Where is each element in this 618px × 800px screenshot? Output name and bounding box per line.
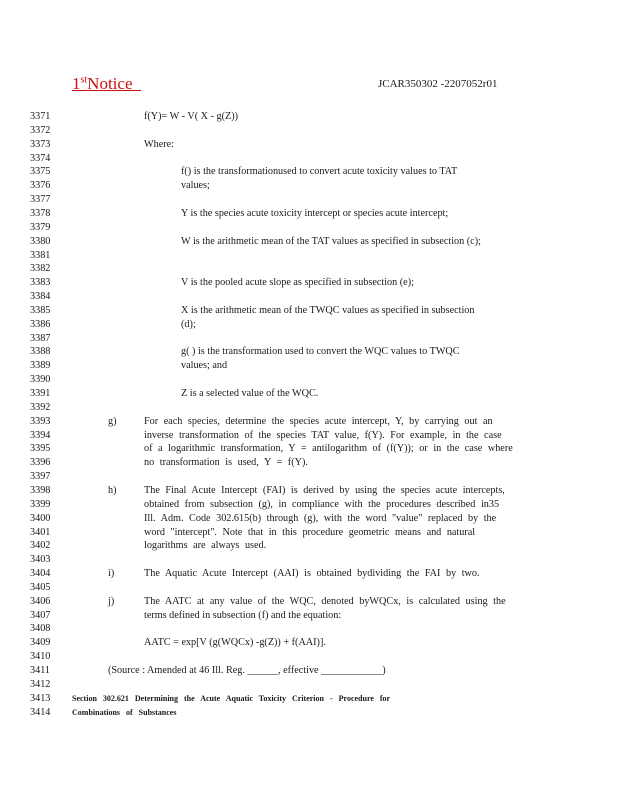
document-line [0,539,618,553]
document-line [0,622,618,636]
document-line [0,221,618,235]
line-number: 3410 [30,651,51,663]
line-number: 3384 [30,291,51,303]
document-line [0,650,618,664]
document-line [0,498,618,512]
line-text: terms defined in subsection (f) and the equation: [144,609,342,621]
document-line [0,193,618,207]
line-text: values; [181,180,210,192]
line-number: 3394 [30,429,51,441]
line-number: 3391 [30,388,51,399]
line-text: V is the pooled acute slope as specified in subsection (e); [181,277,414,289]
line-number: 3389 [30,360,51,372]
line-text: (Source : Amended at 46 Ill. Reg. ______, effective ____________) [108,665,386,676]
line-number: 3372 [30,124,51,136]
line-text: g( ) is the transformation used to convert the WQC values to TWQC [181,346,460,358]
document-line [0,387,618,401]
line-number: 3400 [30,512,51,524]
line-number: 3374 [30,152,51,164]
document-line [0,595,618,609]
line-number: 3401 [30,526,51,538]
line-number: 3390 [30,374,51,386]
line-number: 3395 [30,443,51,455]
document-line [0,636,618,650]
line-number: 3379 [30,221,51,233]
subsection-label: j) [108,595,115,607]
document-line [0,526,618,540]
line-number: 3376 [30,180,51,192]
line-number: 3371 [30,111,51,122]
line-number: 3377 [30,194,51,206]
line-number: 3409 [30,637,51,649]
subsection-label: h) [108,484,117,496]
document-line [0,664,618,678]
line-number: 3388 [30,346,51,358]
document-line [0,484,618,498]
line-text: Where: [144,138,174,150]
line-text: inverse transformation of the species TAT value, f(Y). For example, in the case [144,429,502,441]
line-number: 3392 [30,401,51,413]
section-heading-text: Combinations of Substances [72,707,177,717]
document-line [0,567,618,581]
document-line [0,165,618,179]
line-number: 3385 [30,304,51,316]
notice-header: 1stNotice [72,74,133,93]
document-line [0,581,618,595]
line-number: 3413 [30,692,51,704]
document-line [0,304,618,318]
line-number: 3383 [30,277,51,289]
document-line [0,706,618,720]
line-text: logarithms are always used. [144,540,267,552]
document-line [0,179,618,193]
line-text: Z is a selected value of the WQC. [181,388,319,399]
document-line [0,512,618,526]
document-line [0,359,618,373]
line-text: no transformation is used, Y = f(Y). [144,457,308,469]
line-number: 3387 [30,332,51,344]
line-number: 3414 [30,706,51,718]
document-line [0,401,618,415]
line-number: 3373 [30,138,51,150]
line-text: f() is the transformationused to convert acute toxicity values to TAT [181,166,458,178]
line-number: 3396 [30,457,51,469]
line-number: 3381 [30,249,51,261]
document-line [0,110,618,124]
document-line [0,692,618,706]
line-number: 3404 [30,568,51,580]
line-text: For each species, determine the species acute intercept, Y, by carrying out an [144,415,493,427]
line-number: 3382 [30,263,51,275]
document-line [0,373,618,387]
document-line [0,442,618,456]
line-text: word "intercept". Note that in this procedure geometric means and natural [144,526,476,538]
line-text: W is the arithmetic mean of the TAT values as specified in subsection (c); [181,235,481,247]
subsection-label: g) [108,415,117,427]
line-text: obtained from subsection (g), in compliance with the procedures described in35 [144,498,500,510]
document-line [0,470,618,484]
line-number: 3393 [30,415,51,427]
document-line [0,553,618,567]
document-line [0,345,618,359]
subsection-label: i) [108,568,115,580]
line-text: (d); [181,318,196,330]
document-line [0,124,618,138]
document-line [0,152,618,166]
line-number: 3412 [30,678,51,690]
line-number: 3405 [30,581,51,593]
document-line [0,138,618,152]
document-line [0,318,618,332]
line-number: 3378 [30,207,51,219]
document-line [0,332,618,346]
line-number: 3386 [30,318,51,330]
document-line [0,678,618,692]
document-line [0,249,618,263]
line-number: 3408 [30,623,51,635]
document-line [0,456,618,470]
line-text: Y is the species acute toxicity intercept or species acute intercept; [181,207,449,219]
document-line [0,609,618,623]
document-line [0,429,618,443]
document-code: JCAR350302 -2207052r01 [378,78,498,90]
document-line [0,262,618,276]
section-heading-text: Section 302.621 Determining the Acute Aquatic Toxicity Criterion - Procedure for [72,693,391,703]
document-line [0,415,618,429]
line-number: 3407 [30,609,51,621]
line-number: 3398 [30,484,51,496]
document-line [0,207,618,221]
line-text: The Final Acute Intercept (FAI) is derived by using the species acute intercepts, [144,484,505,496]
line-text: The Aquatic Acute Intercept (AAI) is obtained bydividing the FAI by two. [144,568,480,580]
line-number: 3402 [30,540,51,552]
line-number: 3397 [30,471,51,483]
line-text: X is the arithmetic mean of the TWQC values as specified in subsection [181,304,475,316]
line-number: 3403 [30,554,51,566]
line-number: 3399 [30,498,51,510]
document-line [0,290,618,304]
document-line [0,276,618,290]
line-text: values; and [181,360,228,372]
line-number: 3380 [30,235,51,247]
line-number: 3411 [30,665,50,676]
document-line [0,235,618,249]
line-text: f(Y)= W - V( X - g(Z)) [144,111,239,122]
line-number: 3375 [30,166,51,178]
line-text: The AATC at any value of the WQC, denoted byWQCx, is calculated using the [144,595,506,607]
line-text: AATC = exp[V (g(WQCx) -g(Z)) + f(AAI)]. [144,637,326,649]
line-text: of a logarithmic transformation, Y = antilogarithm of (f(Y)); or in the case where [144,443,513,455]
line-number: 3406 [30,595,51,607]
line-text: Ill. Adm. Code 302.615(b) through (g), with the word "value" replaced by the [144,512,497,524]
